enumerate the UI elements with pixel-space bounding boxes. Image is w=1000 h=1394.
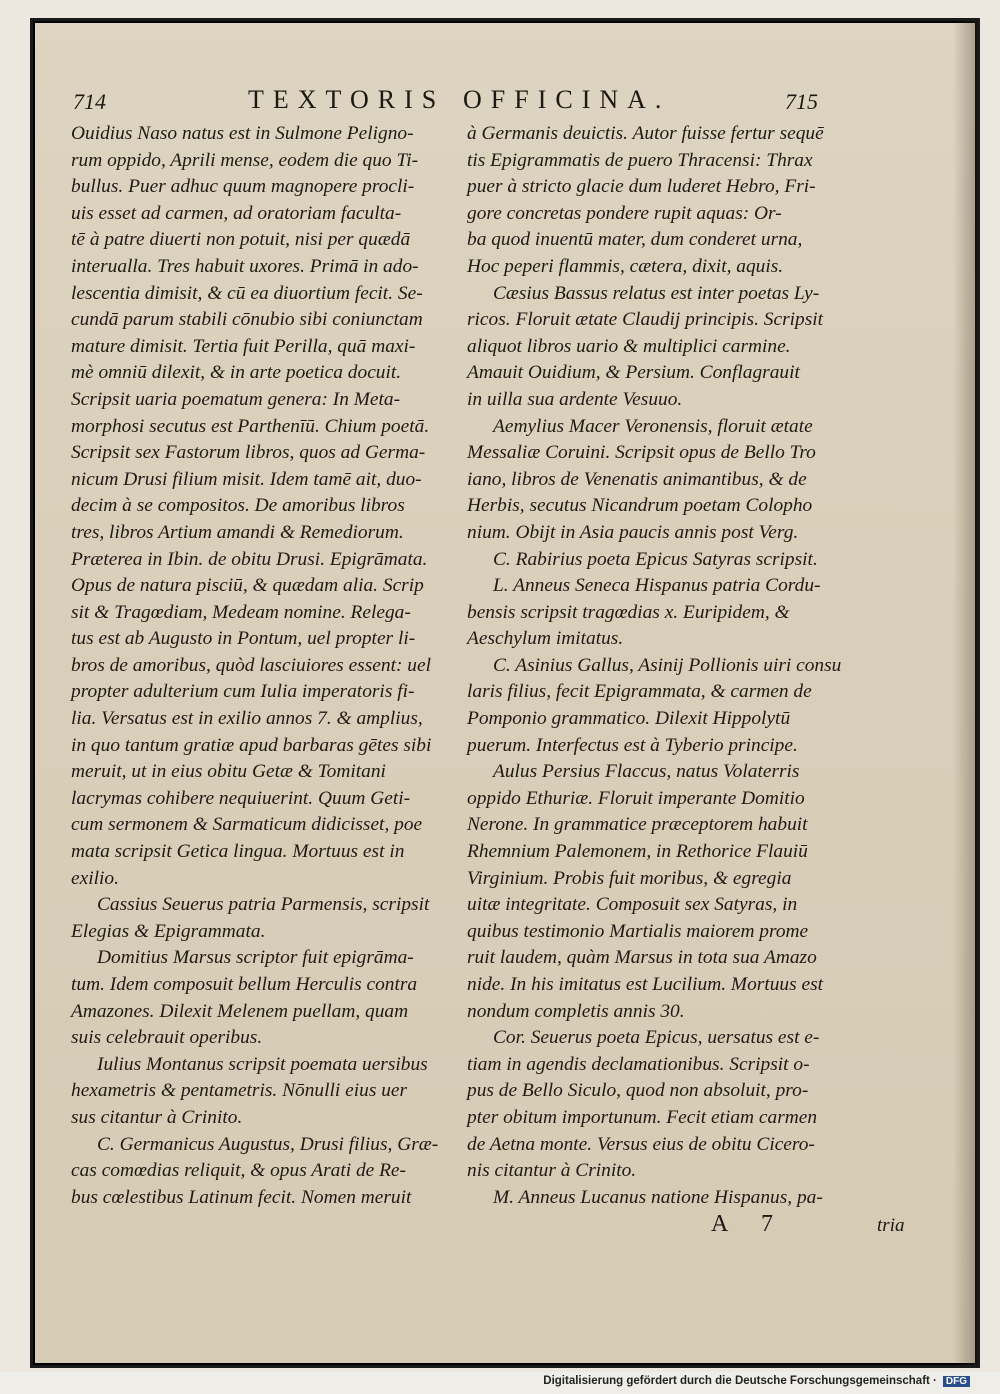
text-line: exilio.: [71, 867, 119, 889]
text-line: decim à se compositos. De amoribus libros: [71, 495, 405, 517]
text-line: C. Rabirius poeta Epicus Satyras scripsit.: [493, 548, 818, 570]
credit-text: Digitalisierung gefördert durch die Deutsche Forschungsgemeinschaft ·: [543, 1375, 937, 1387]
left-text-column: [71, 121, 489, 1211]
running-head: [33, 83, 980, 119]
signature-mark: [711, 1211, 904, 1238]
text-line: Cassius Seuerus patria Parmensis, scripsit: [97, 894, 430, 916]
text-line: mature dimisit. Tertia fuit Perilla, quā maxi-: [71, 335, 416, 357]
text-line: in quo tantum gratiæ apud barbaras gētes sibi: [71, 734, 432, 756]
text-line: L. Anneus Seneca Hispanus patria Cordu-: [493, 575, 821, 597]
text-line: pter obitum importunum. Fecit etiam carmen: [467, 1106, 818, 1128]
text-line: meruit, ut in eius obitu Getæ & Tomitani: [71, 761, 386, 783]
text-line: ba quod inuentū mater, dum conderet urna,: [467, 229, 803, 251]
text-line: aliquot libros uario & multiplici carmine.: [467, 335, 791, 357]
text-line: C. Germanicus Augustus, Drusi filius, Græ-: [97, 1133, 439, 1155]
text-line: tus est ab Augusto in Pontum, uel propter li-: [71, 628, 416, 650]
text-line: laris filius, fecit Epigrammata, & carmen de: [467, 681, 812, 703]
text-line: Scripsit uaria poematum genera: In Meta-: [71, 388, 401, 410]
text-line: bensis scripsit tragœdias x. Euripidem, &: [467, 601, 790, 623]
text-line: sus citantur à Crinito.: [71, 1106, 243, 1128]
text-line: ruit laudem, quàm Marsus in tota sua Amazo: [467, 947, 817, 969]
text-line: morphosi secutus est Parthenīū. Chium poetā.: [71, 415, 430, 437]
text-line: Opus de natura pisciū, & quædam alia. Scrip: [71, 575, 424, 597]
text-line: bros de amoribus, quòd lasciuiores essent: uel: [71, 654, 431, 676]
text-line: cundā parum stabili cōnubio sibi coniunctam: [71, 309, 423, 331]
text-line: pus de Bello Siculo, quod non absoluit, pro-: [467, 1080, 809, 1102]
catchword: tria: [877, 1215, 905, 1236]
text-line: Virginium. Probis fuit moribus, & egregia: [467, 867, 792, 889]
text-line: iano, libros de Venenatis animantibus, & de: [467, 468, 807, 490]
text-line: tum. Idem composuit bellum Herculis contra: [71, 974, 418, 995]
text-line: Præterea in Ibin. de obitu Drusi. Epigrāmata.: [71, 548, 428, 570]
text-line: propter adulterium cum Iulia imperatoris fi-: [71, 681, 415, 703]
text-line: nium. Obijt in Asia paucis annis post Verg.: [467, 521, 799, 543]
text-line: in uilla sua ardente Vesuuo.: [467, 388, 683, 410]
text-line: Aulus Persius Flaccus, natus Volaterris: [493, 761, 800, 783]
text-line: lia. Versatus est in exilio annos 7. & amplius,: [71, 708, 423, 730]
text-line: hexametris & pentametris. Nōnulli eius uer: [71, 1080, 408, 1102]
text-line: Amazones. Dilexit Melenem puellam, quam: [71, 1000, 409, 1022]
text-line: tis Epigrammatis de puero Thracensi: Thrax: [467, 149, 813, 171]
text-line: sit & Tragœdiam, Medeam nomine. Relega-: [71, 601, 411, 623]
text-line: uis esset ad carmen, ad oratoriam faculta-: [71, 202, 402, 224]
text-line: Rhemnium Palemonem, in Rethorice Flauiū: [467, 841, 808, 863]
text-line: lacrymas cohibere nequiuerint. Quum Geti-: [71, 787, 411, 809]
text-line: Nerone. In grammatice præceptorem habuit: [467, 814, 808, 836]
text-line: mata scripsit Getica lingua. Mortuus est in: [71, 841, 405, 863]
text-line: C. Asinius Gallus, Asinij Pollionis uiri consu: [493, 654, 842, 676]
text-line: Elegias & Epigrammata.: [71, 920, 266, 942]
text-line: tē à patre diuerti non potuit, nisi per quædā: [71, 229, 411, 251]
text-line: puerum. Interfectus est à Tyberio principe.: [467, 734, 798, 756]
dfg-logo: DFG: [943, 1376, 970, 1387]
right-running-title: OFFICINA.: [463, 85, 671, 114]
text-line: Scripsit sex Fastorum libros, quos ad Germa-: [71, 442, 426, 464]
text-line: oppido Ethuriæ. Floruit imperante Domitio: [467, 787, 805, 809]
text-line: Domitius Marsus scriptor fuit epigrāma-: [97, 947, 414, 969]
text-line: Pomponio grammatico. Dilexit Hippolytū: [467, 708, 791, 730]
text-line: Cor. Seuerus poeta Epicus, uersatus est e-: [493, 1027, 820, 1049]
text-line: tiam in agendis declamationibus. Scripsit o-: [467, 1053, 810, 1075]
text-line: uitæ integritate. Composuit sex Satyras, in: [467, 894, 798, 916]
text-line: ricos. Floruit ætate Claudij principis. Scripsit: [467, 309, 824, 331]
text-line: quibus testimonio Martialis maiorem prome: [467, 920, 809, 942]
text-line: nide. In his imitatus est Lucilium. Mortuus est: [467, 974, 824, 995]
text-line: suis celebrauit operibus.: [71, 1027, 263, 1049]
page-edge-shadow: [953, 21, 977, 1368]
text-line: de Aetna monte. Versus eius de obitu Cicero-: [467, 1133, 815, 1155]
text-line: Cæsius Bassus relatus est inter poetas Ly-: [493, 282, 820, 304]
text-line: cas comœdias reliquit, & opus Arati de Re-: [71, 1160, 406, 1182]
left-running-title: TEXTORIS: [248, 85, 446, 114]
text-line: gore concretas pondere rupit aquas: Or-: [467, 202, 782, 224]
text-line: cum sermonem & Sarmaticum didicisset, poe: [71, 814, 423, 836]
text-line: Iulius Montanus scripsit poemata uersibus: [97, 1053, 428, 1075]
text-line: nis citantur à Crinito.: [467, 1160, 637, 1182]
right-text-column: [467, 121, 883, 1211]
text-line: interualla. Tres habuit uxores. Primā in ado-: [71, 255, 419, 277]
text-line: bus cœlestibus Latinum fecit. Nomen meruit: [71, 1186, 412, 1208]
text-line: Aemylius Macer Veronensis, floruit ætate: [493, 415, 813, 437]
digitization-credit: [543, 1375, 970, 1387]
signature-text: A 7: [711, 1211, 788, 1237]
book-page: [30, 18, 980, 1368]
text-line: nicum Drusi filium misit. Idem tamē ait, duo-: [71, 468, 422, 490]
text-line: lescentia dimisit, & cū ea diuortium fecit. Se-: [71, 282, 423, 304]
text-line: puer à stricto glacie dum luderet Hebro, Fri-: [467, 176, 816, 198]
text-line: nondum completis annis 30.: [467, 1000, 685, 1022]
text-line: M. Anneus Lucanus natione Hispanus, pa-: [493, 1186, 823, 1208]
text-line: Herbis, secutus Nicandrum poetam Colopho: [467, 495, 813, 517]
left-page-number: 714: [73, 89, 106, 114]
text-line: Messaliæ Coruini. Scripsit opus de Bello Tro: [467, 442, 816, 464]
text-line: Ouidius Naso natus est in Sulmone Peligno-: [71, 123, 414, 144]
text-line: Hoc peperi flammis, cætera, dixit, aquis.: [467, 255, 784, 277]
text-line: mè omniū dilexit, & in arte poetica docuit.: [71, 362, 402, 384]
right-page-number: 715: [785, 89, 818, 114]
text-line: Amauit Ouidium, & Persium. Conflagrauit: [467, 362, 800, 384]
text-line: Aeschylum imitatus.: [467, 628, 624, 650]
text-line: tres, libros Artium amandi & Remediorum.: [71, 521, 404, 543]
text-line: rum oppido, Aprili mense, eodem die quo Ti-: [71, 149, 419, 171]
text-line: bullus. Puer adhuc quum magnopere procli-: [71, 176, 415, 198]
text-line: à Germanis deuictis. Autor fuisse fertur sequē: [467, 123, 824, 144]
